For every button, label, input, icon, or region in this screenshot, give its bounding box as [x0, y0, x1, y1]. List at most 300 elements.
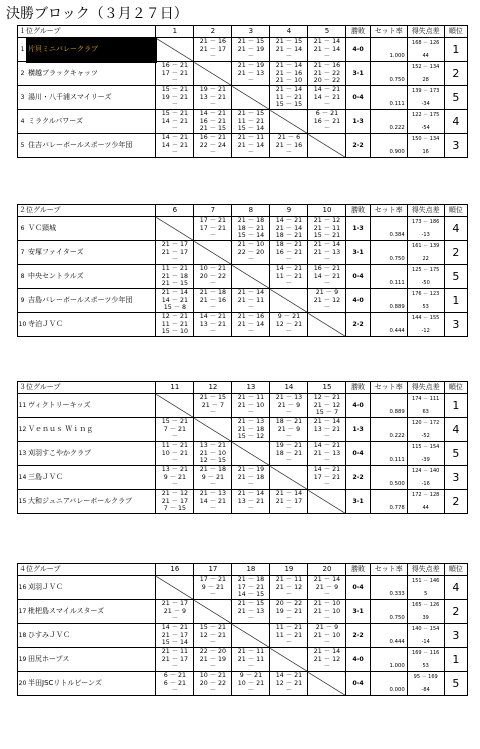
set-score: 21 － 18	[199, 466, 227, 474]
table-row	[18, 466, 468, 490]
table-row	[18, 442, 468, 466]
self-match-cell	[232, 265, 270, 289]
score-cell	[232, 672, 270, 696]
team-name: 湯川・八千浦スマイリーズ	[27, 86, 156, 110]
wl-header: 勝敗	[346, 26, 370, 38]
set-score: －	[323, 591, 331, 599]
set-score: 11 － 21	[237, 117, 265, 125]
team-number: 8	[18, 265, 28, 289]
set-score: 21 － 17	[161, 497, 189, 505]
set-score: 18 － 21	[275, 241, 303, 249]
rank: 5	[444, 442, 467, 466]
set-score: －	[323, 433, 331, 441]
set-score: 9 － 21	[239, 672, 263, 680]
points-diff: 5	[424, 590, 428, 597]
set-score: 21 － 22	[313, 69, 341, 77]
set-score: 14 － 21	[313, 93, 341, 101]
score-cell	[308, 576, 346, 600]
points-total: 125 － 175	[412, 267, 440, 273]
set-score: 14 － 21	[161, 117, 189, 125]
table-row	[18, 672, 468, 696]
points-diff: -13	[421, 231, 430, 238]
set-score: 14 － 21	[161, 141, 189, 149]
points-total: 174 － 111	[412, 396, 440, 402]
points-cell	[407, 466, 444, 490]
set-score: 11 － 21	[275, 272, 303, 280]
set-rate-value: 0.222	[389, 124, 405, 131]
team-number: 15	[18, 490, 28, 514]
set-score: 11 － 21	[161, 442, 189, 450]
set-score: 15 － 14	[161, 639, 189, 647]
win-loss: 4-0	[346, 289, 370, 313]
self-match-cell	[270, 110, 308, 134]
set-score: 21 － 10	[275, 77, 303, 85]
self-match-cell	[270, 648, 308, 672]
set-score: 20 － 22	[275, 600, 303, 608]
team-name: 三島ＪＶＣ	[27, 466, 156, 490]
set-score: 21 － 14	[313, 38, 341, 46]
table-row	[18, 217, 468, 241]
column-header: 19	[270, 564, 308, 576]
set-score: 15 － 7	[315, 409, 339, 417]
points-cell	[407, 313, 444, 337]
set-rate-value: 0.750	[389, 614, 405, 621]
set-score: －	[247, 149, 255, 157]
set-score: －	[247, 663, 255, 671]
points-cell	[407, 648, 444, 672]
set-rate	[370, 418, 407, 442]
set-score: 11 － 21	[161, 265, 189, 273]
column-header: 1	[156, 26, 194, 38]
set-score: 14 － 21	[313, 86, 341, 94]
set-rate	[370, 466, 407, 490]
set-score: 14 － 21	[275, 672, 303, 680]
set-score: 21 － 14	[313, 576, 341, 584]
rank: 2	[444, 600, 467, 624]
rank: 5	[444, 265, 467, 289]
points-cell	[407, 241, 444, 265]
table-row	[18, 490, 468, 514]
wl-header: 勝敗	[346, 564, 370, 576]
score-cell	[308, 217, 346, 241]
set-score: －	[323, 280, 331, 288]
set-rate	[370, 134, 407, 158]
points-header: 得失点差	[407, 564, 444, 576]
set-score: －	[209, 280, 217, 288]
set-score: 7 － 15	[163, 505, 187, 513]
set-score: 14 － 21	[275, 265, 303, 273]
set-score: 20 － 22	[199, 679, 227, 687]
set-score: 14 － 21	[313, 442, 341, 450]
set-score: 21 － 15	[237, 110, 265, 118]
set-score: 21 － 12	[161, 490, 189, 498]
set-score: 19 － 21	[161, 93, 189, 101]
set-score: 7 － 21	[163, 425, 187, 433]
set-rate-value: 1.000	[389, 52, 405, 59]
set-score: －	[171, 101, 179, 109]
team-name: ひすみＪＶＣ	[27, 624, 156, 648]
score-cell	[232, 38, 270, 62]
points-diff: -14	[421, 638, 430, 645]
set-score: 14 － 21	[313, 466, 341, 474]
set-score: 21 － 15	[199, 125, 227, 133]
set-rate	[370, 86, 407, 110]
set-score: 13 － 21	[237, 497, 265, 505]
table-row	[18, 241, 468, 265]
set-score: －	[323, 125, 331, 133]
set-score: 21 － 13	[313, 449, 341, 457]
points-cell	[407, 62, 444, 86]
score-cell	[194, 576, 232, 600]
score-cell	[308, 241, 346, 265]
win-loss: 0-4	[346, 672, 370, 696]
set-score: －	[285, 505, 293, 513]
points-diff: 28	[422, 76, 429, 83]
set-score: 14 － 15	[237, 591, 265, 599]
win-loss: 1-3	[346, 217, 370, 241]
points-diff: -34	[421, 100, 430, 107]
win-loss: 2-2	[346, 624, 370, 648]
wl-header: 勝敗	[346, 382, 370, 394]
set-score: 17 － 21	[199, 217, 227, 225]
set-rate	[370, 289, 407, 313]
score-cell	[270, 134, 308, 158]
points-diff: 39	[422, 614, 429, 621]
points-diff: 22	[422, 255, 429, 262]
set-score: 15 － 21	[161, 110, 189, 118]
score-cell	[194, 38, 232, 62]
set-score: －	[285, 433, 293, 441]
table-row	[18, 110, 468, 134]
set-rate-value: 0.111	[389, 100, 405, 107]
score-cell	[308, 289, 346, 313]
set-score: 11 － 21	[275, 624, 303, 632]
set-rate-value: 0.333	[389, 590, 405, 597]
set-score: 21 － 18	[237, 425, 265, 433]
set-score: －	[209, 53, 217, 61]
set-score: 15 － 21	[161, 418, 189, 426]
set-score: －	[171, 663, 179, 671]
set-score: 17 － 21	[199, 576, 227, 584]
column-header: 12	[194, 382, 232, 394]
team-name: 住吉バレーボールスポーツ少年団	[27, 134, 156, 158]
team-number: 18	[18, 624, 28, 648]
set-score: 21 － 18	[237, 217, 265, 225]
set-score: 9 － 21	[163, 473, 187, 481]
score-cell	[194, 648, 232, 672]
points-header: 得失点差	[407, 26, 444, 38]
score-cell	[270, 600, 308, 624]
set-score: 21 － 9	[315, 289, 339, 297]
win-loss: 2-2	[346, 134, 370, 158]
score-cell	[308, 648, 346, 672]
score-cell	[156, 241, 194, 265]
score-cell	[270, 38, 308, 62]
set-rate	[370, 648, 407, 672]
rank: 3	[444, 624, 467, 648]
set-score: 15 － 21	[313, 232, 341, 240]
set-score: －	[247, 687, 255, 695]
win-loss: 2-2	[346, 466, 370, 490]
score-cell	[156, 265, 194, 289]
points-total: 122 － 175	[412, 112, 440, 118]
self-match-cell	[156, 217, 194, 241]
set-rate	[370, 442, 407, 466]
rank: 3	[444, 466, 467, 490]
column-header: 8	[232, 205, 270, 217]
set-score: －	[171, 77, 179, 85]
rank: 4	[444, 110, 467, 134]
set-score: －	[247, 53, 255, 61]
set-score: －	[285, 409, 293, 417]
self-match-cell	[270, 289, 308, 313]
group-table	[17, 563, 468, 696]
set-score: －	[285, 687, 293, 695]
set-score: 21 － 15	[237, 38, 265, 46]
set-score: 21 － 12	[313, 401, 341, 409]
score-cell	[270, 490, 308, 514]
score-cell	[194, 313, 232, 337]
group-name: ３位グループ	[18, 382, 156, 394]
set-rate-value: 0.444	[389, 327, 405, 334]
team-number: 17	[18, 600, 28, 624]
set-score: 21 － 11	[237, 655, 265, 663]
score-cell	[194, 217, 232, 241]
set-score: 10 － 21	[199, 265, 227, 273]
points-total: 161 － 139	[412, 243, 440, 249]
win-loss: 1-3	[346, 418, 370, 442]
set-rate-value: 0.111	[389, 456, 405, 463]
team-number: 9	[18, 289, 28, 313]
set-score: 21 － 19	[237, 62, 265, 70]
points-cell	[407, 86, 444, 110]
set-rate	[370, 217, 407, 241]
win-loss: 2-2	[346, 313, 370, 337]
set-score: 10 － 21	[199, 672, 227, 680]
points-total: 168 － 126	[412, 40, 440, 46]
set-score: －	[323, 481, 331, 489]
rank-header: 順位	[444, 564, 467, 576]
set-score: 15 － 15	[275, 101, 303, 109]
set-score: 21 － 13	[199, 490, 227, 498]
set-rate	[370, 38, 407, 62]
self-match-cell	[194, 600, 232, 624]
set-rate	[370, 672, 407, 696]
set-score: 18 － 21	[275, 418, 303, 426]
team-number: 5	[18, 134, 28, 158]
win-loss: 3-1	[346, 600, 370, 624]
group-table	[17, 25, 468, 158]
set-score: 21 － 14	[275, 490, 303, 498]
score-cell	[308, 442, 346, 466]
points-cell	[407, 38, 444, 62]
set-score: 21 － 14	[275, 224, 303, 232]
score-cell	[156, 62, 194, 86]
points-diff: 44	[422, 504, 429, 511]
points-cell	[407, 217, 444, 241]
set-score: 16 － 21	[161, 62, 189, 70]
score-cell	[156, 313, 194, 337]
set-score: 21 － 16	[275, 69, 303, 77]
set-score: 19 － 21	[275, 607, 303, 615]
set-score: －	[209, 101, 217, 109]
set-score: 21 － 12	[313, 296, 341, 304]
points-total: 173 － 186	[412, 219, 440, 225]
set-score: 16 － 21	[199, 117, 227, 125]
score-cell	[194, 442, 232, 466]
set-score: 21 － 18	[161, 272, 189, 280]
score-cell	[270, 241, 308, 265]
set-rate	[370, 624, 407, 648]
rank: 3	[444, 134, 467, 158]
rank: 1	[444, 648, 467, 672]
score-cell	[156, 624, 194, 648]
score-cell	[270, 313, 308, 337]
rank: 3	[444, 313, 467, 337]
points-diff: 16	[422, 148, 429, 155]
table-row	[18, 418, 468, 442]
set-score: 21 － 14	[237, 141, 265, 149]
set-score: －	[171, 457, 179, 465]
set-rate-value: 0.889	[389, 408, 405, 415]
set-rate-value: 0.750	[389, 255, 405, 262]
points-cell	[407, 289, 444, 313]
score-cell	[308, 466, 346, 490]
score-cell	[232, 217, 270, 241]
set-score: －	[209, 481, 217, 489]
set-score: 14 － 21	[199, 497, 227, 505]
set-score: 21 － 10	[237, 241, 265, 249]
score-cell	[232, 648, 270, 672]
set-score: 12 － 21	[161, 313, 189, 321]
team-number: 10	[18, 313, 28, 337]
points-total: 140 － 154	[412, 626, 440, 632]
table-row	[18, 38, 468, 62]
column-header: 3	[232, 26, 270, 38]
set-score: －	[247, 409, 255, 417]
group-table	[17, 381, 468, 514]
set-score: －	[323, 457, 331, 465]
set-rate-value: 0.384	[389, 231, 405, 238]
table-row	[18, 600, 468, 624]
points-cell	[407, 394, 444, 418]
column-header: 16	[156, 564, 194, 576]
score-cell	[270, 624, 308, 648]
team-name: Ｖｅｎｕｓ Ｗｉｎｇ	[27, 418, 156, 442]
points-diff: -52	[421, 432, 430, 439]
set-score: 21 － 11	[313, 224, 341, 232]
set-score: 15 － 21	[199, 624, 227, 632]
column-header: 6	[156, 205, 194, 217]
set-score: 21 － 15	[275, 38, 303, 46]
set-score: －	[209, 409, 217, 417]
team-name: 吉島バレーボールスポーツ少年団	[27, 289, 156, 313]
points-diff: 53	[422, 662, 429, 669]
set-score: 15 － 10	[161, 328, 189, 336]
points-cell	[407, 418, 444, 442]
set-score: 21 － 13	[275, 394, 303, 402]
set-rate	[370, 62, 407, 86]
set-score: 21 － 14	[275, 86, 303, 94]
points-total: 151 － 146	[412, 578, 440, 584]
set-score: 21 － 18	[237, 473, 265, 481]
set-score: 15 － 14	[237, 232, 265, 240]
set-score: 9 － 21	[201, 473, 225, 481]
set-score: 21 － 13	[313, 248, 341, 256]
set-rate-value: 0.111	[389, 279, 405, 286]
set-score: 21 － 17	[161, 600, 189, 608]
team-name: 横越ブラックキャッツ	[27, 62, 156, 86]
column-header: 2	[194, 26, 232, 38]
column-header: 18	[232, 564, 270, 576]
score-cell	[270, 62, 308, 86]
set-score: 6 － 21	[315, 110, 339, 118]
set-score: －	[285, 280, 293, 288]
team-name: ヴィクトリーキッズ	[27, 394, 156, 418]
score-cell	[194, 134, 232, 158]
self-match-cell	[270, 466, 308, 490]
score-cell	[156, 442, 194, 466]
set-score: －	[323, 256, 331, 264]
win-loss: 0-4	[346, 442, 370, 466]
set-score: 12 － 21	[199, 631, 227, 639]
rank-header: 順位	[444, 26, 467, 38]
group-name: ２位グループ	[18, 205, 156, 217]
set-score: 14 － 21	[161, 134, 189, 142]
team-number: 3	[18, 86, 28, 110]
set-score: －	[247, 304, 255, 312]
set-score: 21 － 12	[313, 655, 341, 663]
points-total: 120 － 172	[412, 420, 440, 426]
set-score: 17 － 21	[161, 69, 189, 77]
set-score: 17 － 21	[237, 583, 265, 591]
points-cell	[407, 490, 444, 514]
table-row	[18, 62, 468, 86]
score-cell	[194, 672, 232, 696]
set-score: －	[209, 505, 217, 513]
set-score: 21 － 14	[237, 490, 265, 498]
table-row	[18, 134, 468, 158]
team-name: ＶＣ頸城	[27, 217, 156, 241]
points-total: 176 － 123	[412, 291, 440, 297]
column-header: 13	[232, 382, 270, 394]
team-name: 刈羽すこやかクラブ	[27, 442, 156, 466]
points-diff: 44	[422, 52, 429, 59]
table-row	[18, 648, 468, 672]
set-score: 12 － 21	[275, 320, 303, 328]
set-score: 21 － 19	[237, 466, 265, 474]
score-cell	[270, 86, 308, 110]
set-score: 21 － 17	[275, 497, 303, 505]
set-score: 21 － 13	[237, 607, 265, 615]
points-diff: -50	[421, 279, 430, 286]
set-score: －	[285, 328, 293, 336]
points-total: 124 － 140	[412, 468, 440, 474]
score-cell	[308, 624, 346, 648]
points-diff: 53	[422, 303, 429, 310]
self-match-cell	[156, 394, 194, 418]
team-number: 7	[18, 241, 28, 265]
team-name: 片貝ミニバレークラブ	[27, 38, 156, 62]
score-cell	[156, 86, 194, 110]
score-cell	[232, 418, 270, 442]
points-diff: -54	[421, 124, 430, 131]
set-score: 21 － 17	[199, 45, 227, 53]
score-cell	[156, 466, 194, 490]
set-score: －	[285, 591, 293, 599]
set-rate	[370, 241, 407, 265]
team-number: 2	[18, 62, 28, 86]
